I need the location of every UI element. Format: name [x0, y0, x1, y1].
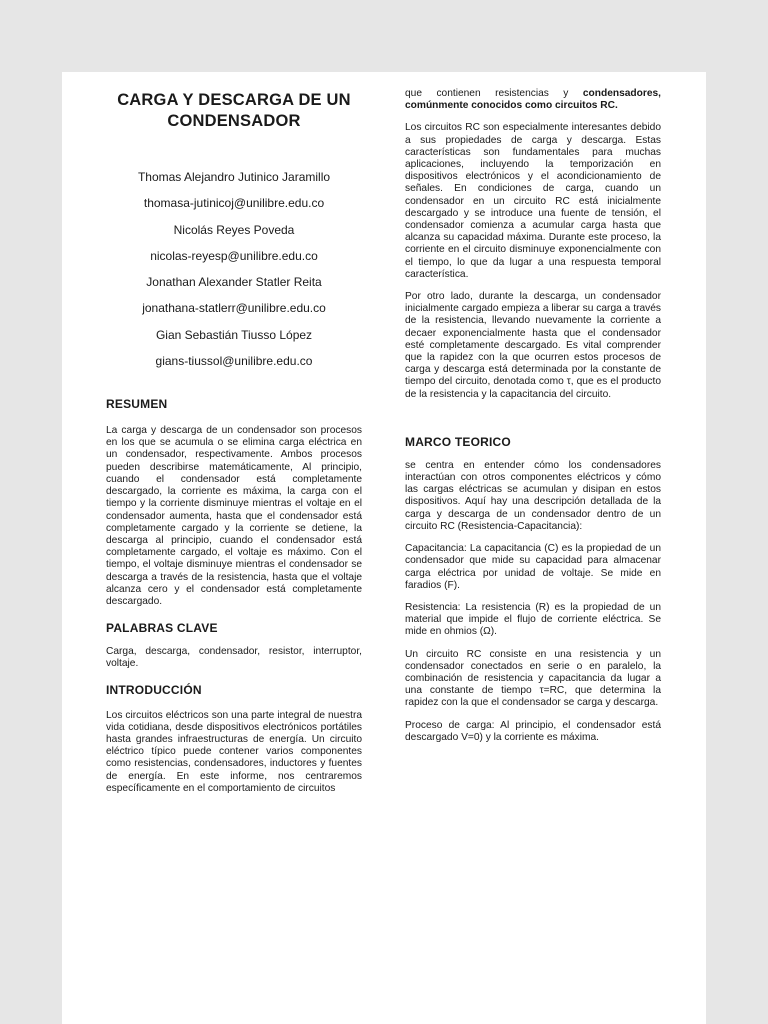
author-name: Gian Sebastián Tiusso López [155, 327, 313, 342]
marco-teorico-paragraph-2: Capacitancia: La capacitancia (C) es la propiedad de un condensador que mide su capacidad para almacenar carga eléctrica por unidad de voltaje. Se mide en faradios (F). [405, 543, 661, 591]
resumen-heading: RESUMEN [106, 397, 168, 412]
palabras-clave-heading: PALABRAS CLAVE [106, 621, 218, 636]
author-name: Thomas Alejandro Jutinico Jaramillo [137, 170, 331, 184]
author-name: Jonathan Alexander Statler Reita [146, 275, 322, 290]
introduccion-paragraph: Los circuitos eléctricos son una parte integral de nuestra vida cotidiana, desde dispositivos electrónicos portátiles hasta grandes infraestructuras de energía. Un circuito eléctrico típico puede contener varios componentes como resistencias, condensadores, inductores y fuentes de energía. En este informe, nos centraremos específicamente en el comportamiento de circuitos [106, 709, 362, 794]
continuation-text: que contienen resistencias y [405, 88, 569, 99]
introduccion-heading: INTRODUCCIÓN [106, 682, 202, 697]
continuation-bold-text: condensadores, comúnmente conocidos como circuitos RC. [405, 88, 661, 112]
marco-teorico-paragraph-5: Proceso de carga: Al principio, el condensador está descargado V=0) y la corriente es máxima. [405, 719, 661, 743]
introduccion-paragraph-3: Por otro lado, durante la descarga, un condensador inicialmente cargado empieza a liberar su carga a través de la resistencia, llevando nuevamente la corriente a decaer exponencialmente hasta que el condensador esté completamente descargado. Es vital comprender que la rapidez con la que ocurren estos procesos de carga y descarga está determinada por la constante de tiempo del circuito, denotada como τ, que es el producto de la resistencia y la capacitancia del circuito. [405, 291, 661, 400]
author-email: nicolas-reyesp@unilibre.edu.co [150, 248, 318, 263]
left-column [106, 90, 362, 795]
paper-title: CARGA Y DESCARGA DE UN CONDENSADOR [117, 91, 351, 130]
introduccion-paragraph-2: Los circuitos RC son especialmente interesantes debido a sus propiedades de carga y descarga. Estas características son fundamentales para muchas aplicaciones, incluyendo la temporización en dispositivos electrónicos y el acondicionamiento de señales. En condiciones de carga, cuando un condensador en un circuito RC está inicialmente descargado y se introduce una fuente de tensión, el condensador comienza a acumular carga hasta que alcanza su capacidad máxima. Durante este proceso, la corriente en el circuito disminuye exponencialmente con el tiempo, lo que da lugar a una respuesta temporal característica. [405, 122, 661, 280]
marco-teorico-paragraph-4: Un circuito RC consiste en una resistencia y un condensador conectados en serie o en paralelo, la combinación de resistencia y capacitancia da lugar a una constante de tiempo τ=RC, que determina la rapidez con la que el condensador se carga y descarga. [405, 648, 661, 709]
paper-page [62, 72, 706, 1024]
author-block [106, 171, 362, 368]
author-email: thomasa-jutinicoj@unilibre.edu.co [143, 196, 325, 211]
right-column [405, 88, 661, 744]
marco-teorico-heading: MARCO TEORICO [405, 434, 511, 449]
palabras-clave-paragraph: Carga, descarga, condensador, resistor, interruptor, voltaje. [106, 646, 362, 670]
marco-teorico-paragraph-1: se centra en entender cómo los condensadores interactúan con otros componentes eléctricos y cómo las cargas eléctricas se acumulan y disipan en estos dispositivos. Aquí hay una descripción detallada de la carga y descarga de un condensador dentro de un circuito RC (Resistencia-Capacitancia): [405, 459, 661, 532]
marco-teorico-paragraph-3: Resistencia: La resistencia (R) es la propiedad de un material que impide el flujo de corriente eléctrica. Se mide en ohmios (Ω). [405, 601, 661, 638]
author-email: gians-tiussol@unilibre.edu.co [155, 354, 313, 369]
author-email: jonathana-statlerr@unilibre.edu.co [142, 301, 326, 316]
author-name: Nicolás Reyes Poveda [173, 222, 295, 237]
resumen-paragraph: La carga y descarga de un condensador son procesos en los que se acumula o se elimina carga eléctrica en un condensador, respectivamente. Ambos procesos pueden describirse matemáticamente, Al principio, cuando el condensador está completamente descargado, la corriente es máxima, la carga con el tiempo y la corriente disminuye mientras el voltaje en el condensador aumenta, hasta que el condensador está completamente cargado y la corriente se detiene, la descarga al principio, cuando el condensador está completamente cargado, el voltaje es máximo. Con el tiempo, el voltaje disminuye mientras el condensador se descarga a través de la resistencia, hasta que el voltaje alcanza cero y el condensador está completamente descargado. [106, 425, 362, 607]
introduccion-continuation [405, 88, 661, 112]
